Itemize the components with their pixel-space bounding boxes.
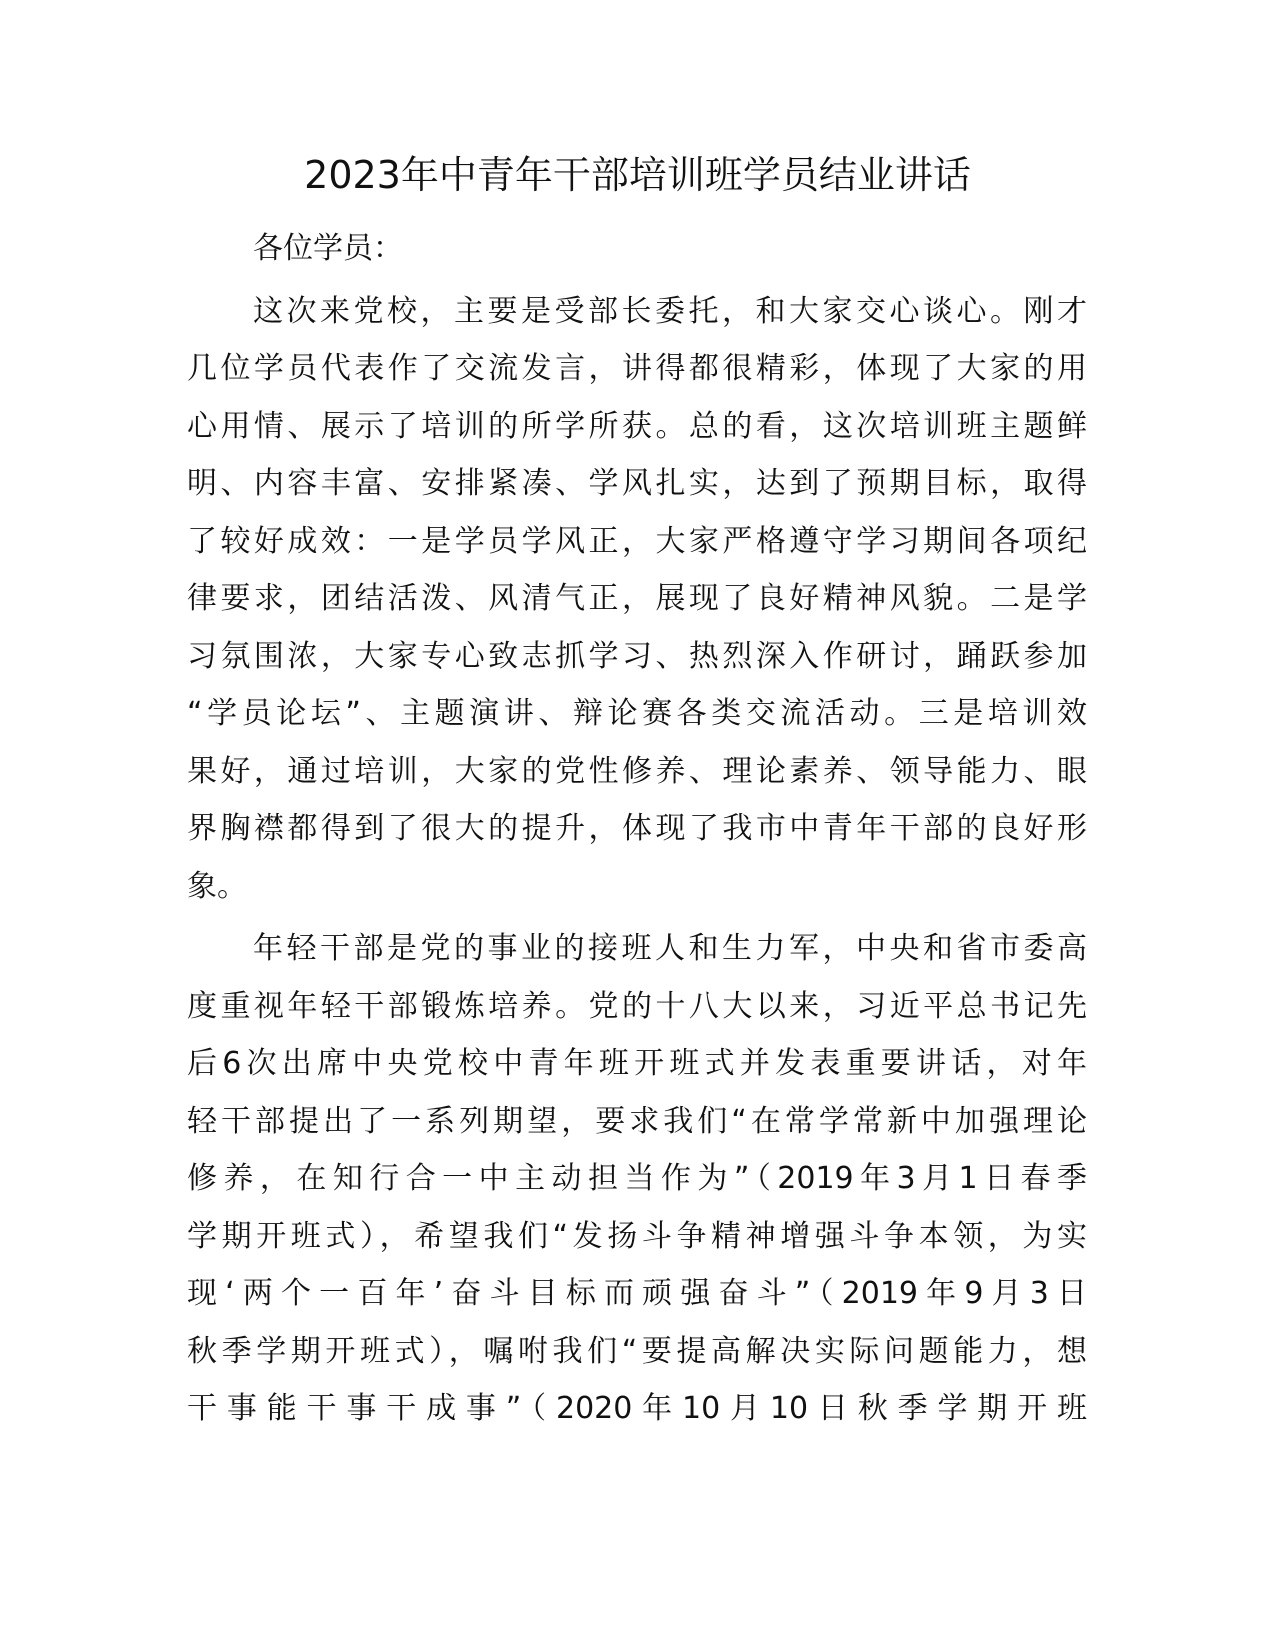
paragraph-line: “学员论坛”、主题演讲、辩论赛各类交流活动。三是培训效: [187, 696, 1087, 731]
paragraph-line: 明、内容丰富、安排紧凑、学风扎实，达到了预期目标，取得: [187, 466, 1087, 501]
paragraph-1: [187, 283, 1087, 916]
paragraph-line: 了较好成效：一是学员学风正，大家严格遵守学习期间各项纪: [187, 523, 1087, 559]
paragraph-line: 果好，通过培训，大家的党性修养、理论素养、领导能力、眼: [187, 753, 1087, 789]
paragraph-line: 这次来党校，主要是受部长委托，和大家交心谈心。刚才: [253, 293, 1087, 329]
paragraph-line: 后6次出席中央党校中青年班开班式并发表重要讲话，对年: [187, 1046, 1087, 1081]
paragraph-line: 学期开班式），希望我们“发扬斗争精神增强斗争本领，为实: [187, 1218, 1087, 1254]
paragraph-line: 象。: [187, 868, 247, 904]
paragraph-line: 年轻干部是党的事业的接班人和生力军，中央和省市委高: [253, 931, 1087, 966]
paragraph-line: 现‘两个一百年’奋斗目标而顽强奋斗”（2019年9月3日: [187, 1276, 1087, 1311]
salutation: 各位学员：: [253, 231, 403, 266]
paragraph-line: 秋季学期开班式），嘱咐我们“要提高解决实际问题能力，想: [187, 1333, 1087, 1369]
paragraph-2: [187, 920, 1087, 1438]
paragraph-line: 界胸襟都得到了很大的提升，体现了我市中青年干部的良好形: [187, 811, 1087, 846]
paragraph-line: 习氛围浓，大家专心致志抓学习、热烈深入作研讨，踊跃参加: [187, 638, 1087, 674]
paragraph-line: 心用情、展示了培训的所学所获。总的看，这次培训班主题鲜: [187, 408, 1087, 444]
document-body: [187, 220, 1087, 1438]
document-title: 2023年中青年干部培训班学员结业讲话: [304, 153, 971, 197]
paragraph-line: 几位学员代表作了交流发言，讲得都很精彩，体现了大家的用: [187, 351, 1087, 386]
paragraph-line: 度重视年轻干部锻炼培养。党的十八大以来，习近平总书记先: [187, 988, 1087, 1024]
paragraph-line: 干事能干事干成事”（2020年10月10日秋季学期开班: [187, 1391, 1087, 1426]
paragraph-line: 修养，在知行合一中主动担当作为”（2019年3月1日春季: [187, 1161, 1087, 1196]
paragraph-line: 轻干部提出了一系列期望，要求我们“在常学常新中加强理论: [187, 1103, 1087, 1139]
paragraph-line: 律要求，团结活泼、风清气正，展现了良好精神风貌。二是学: [187, 581, 1087, 616]
